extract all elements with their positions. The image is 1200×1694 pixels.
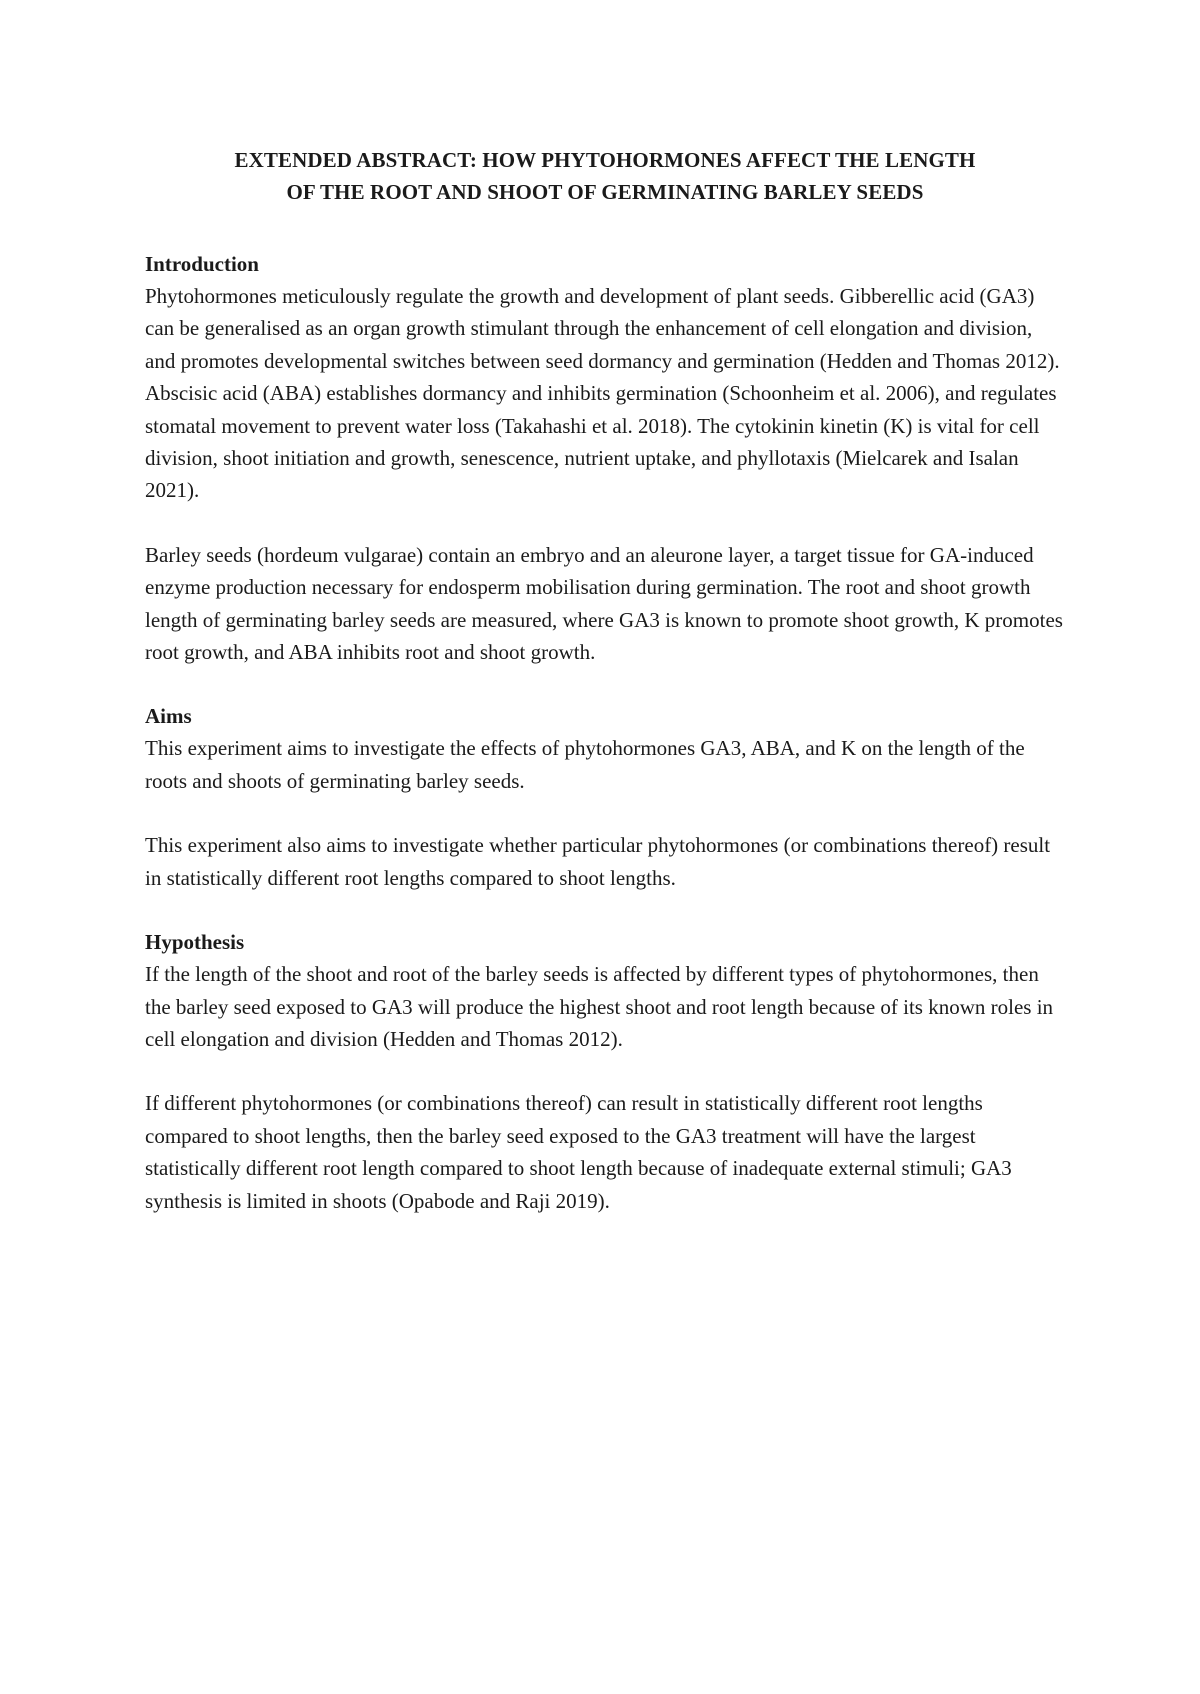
- document-title: [145, 144, 1065, 208]
- section-heading-introduction: Introduction: [145, 252, 259, 276]
- section-aims: [145, 700, 1065, 894]
- introduction-paragraph-2: Barley seeds (hordeum vulgarae) contain an embryo and an aleurone layer, a target tissue for GA-induced enzyme production necessary for endosperm mobilisation during germination. The root and shoot growth length of germinating barley seeds are measured, where GA3 is known to promote shoot growth, K promotes root growth, and ABA inhibits root and shoot growth.: [145, 542, 1063, 665]
- section-hypothesis: [145, 926, 1065, 1217]
- section-introduction: [145, 248, 1065, 668]
- title-line-1: EXTENDED ABSTRACT: HOW PHYTOHORMONES AFFECT THE LENGTH: [234, 148, 976, 172]
- hypothesis-paragraph-1: If the length of the shoot and root of the barley seeds is affected by different types of phytohormones, then the barley seed exposed to GA3 will produce the highest shoot and root length because of its known roles in cell elongation and division (Hedden and Thomas 2012).: [145, 962, 1054, 1051]
- document-body: [145, 144, 1065, 1249]
- section-heading-hypothesis: Hypothesis: [145, 930, 245, 955]
- introduction-paragraph-1: Phytohormones meticulously regulate the growth and development of plant seeds. Gibberellic acid (GA3) can be generalised as an organ growth stimulant through the enhancement of cell elongation and division, and promotes developmental switches between seed dormancy and germination (Hedden and Thomas 2012). Abscisic acid (ABA) establishes dormancy and inhibits germination (Schoonheim et al. 2006), and regulates stomatal movement to prevent water loss (Takahashi et al. 2018). The cytokinin kinetin (K) is vital for cell division, shoot initiation and growth, senescence, nutrient uptake, and phyllotaxis (Mielcarek and Isalan 2021).: [145, 284, 1060, 503]
- hypothesis-paragraph-2: If different phytohormones (or combinations thereof) can result in statistically different root lengths compared to shoot lengths, then the barley seed exposed to the GA3 treatment will have the largest statistically different root length compared to shoot length because of inadequate external stimuli; GA3 synthesis is limited in shoots (Opabode and Raji 2019).: [145, 1091, 1012, 1213]
- title-line-2: OF THE ROOT AND SHOOT OF GERMINATING BARLEY SEEDS: [286, 180, 924, 204]
- section-heading-aims: Aims: [145, 704, 192, 729]
- aims-paragraph-2: This experiment also aims to investigate whether particular phytohormones (or combinations thereof) result in statistically different root lengths compared to shoot lengths.: [145, 833, 1051, 890]
- aims-paragraph-1: This experiment aims to investigate the effects of phytohormones GA3, ABA, and K on the length of the roots and shoots of germinating barley seeds.: [145, 736, 1025, 793]
